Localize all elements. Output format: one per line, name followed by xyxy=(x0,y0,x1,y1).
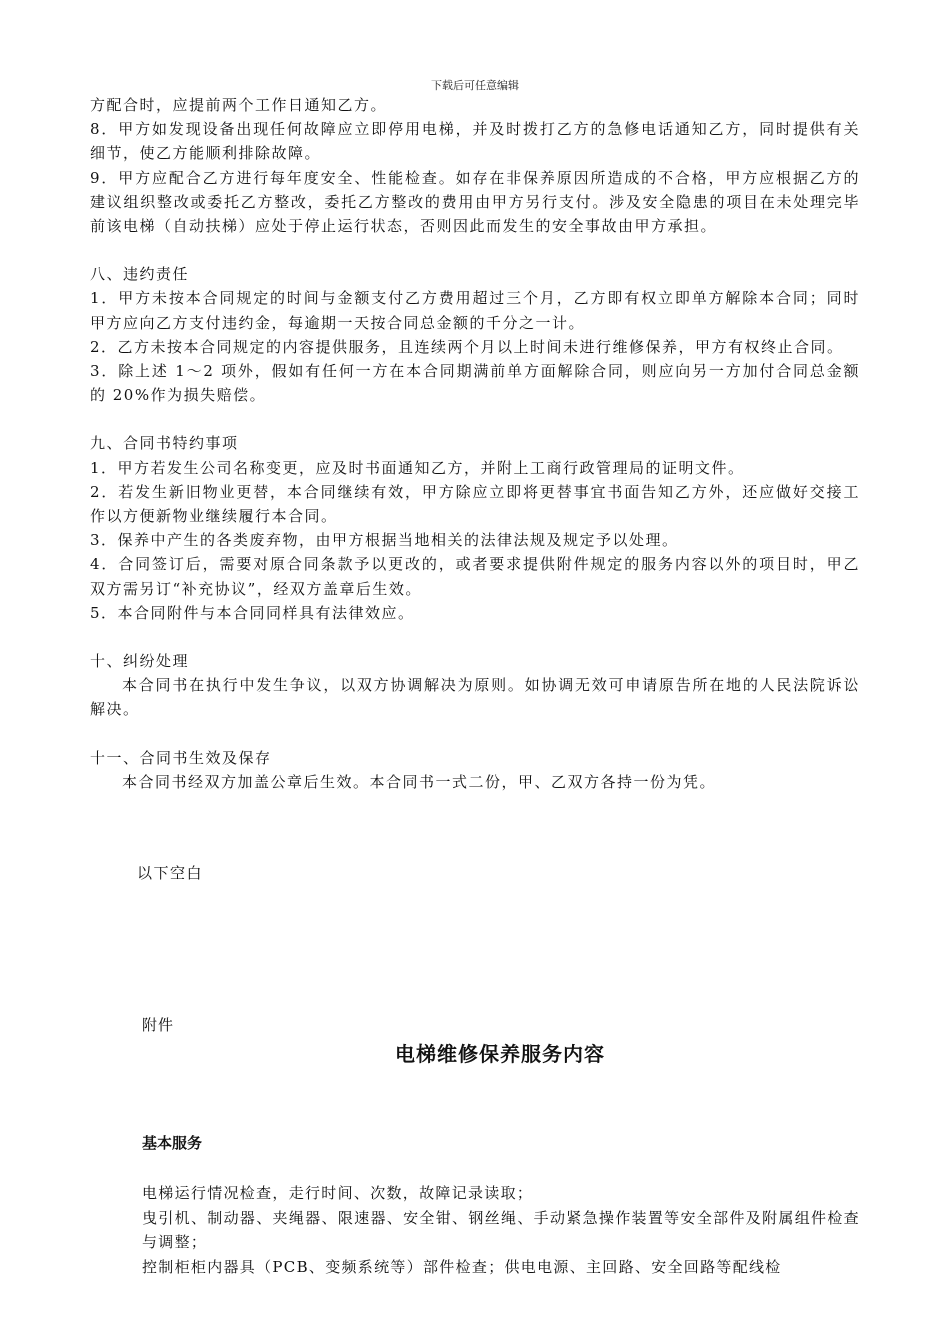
spacer xyxy=(90,407,860,431)
clause-7-9: 9．甲方应配合乙方进行每年度安全、性能检查。如存在非保养原因所造成的不合格，甲方应根据乙方的建议组织整改或委托乙方整改，委托乙方整改的费用由甲方另行支付。涉及安全隐患的项目在未处理完毕前该电梯（自动扶梯）应处于停止运行状态，否则因此而发生的安全事故由甲方承担。 xyxy=(90,168,860,236)
spacer xyxy=(90,238,860,262)
spacer xyxy=(90,722,860,746)
clause-8-2: 2．乙方未按本合同规定的内容提供服务，且连续两个月以上时间未进行维修保养，甲方有权终止合同。 xyxy=(90,337,844,356)
appendix-item: 电梯运行情况检查，走行时间、次数，故障记录读取； xyxy=(142,1184,534,1202)
clause-9-1: 1．甲方若发生公司名称变更，应及时书面通知乙方，并附上工商行政管理局的证明文件。 xyxy=(90,458,745,477)
section-heading-effect: 十一、合同书生效及保存 xyxy=(90,748,272,767)
section-heading-special-terms: 九、合同书特约事项 xyxy=(90,434,239,453)
appendix-item: 控制柜柜内器具（PCB、变频系统等）部件检查；供电电源、主回路、安全回路等配线检 xyxy=(142,1257,782,1276)
clause-9-4: 4．合同签订后，需要对原合同条款予以更改的，或者要求提供附件规定的服务内容以外的项目时，甲乙双方需另订“补充协议”，经双方盖章后生效。 xyxy=(90,555,860,598)
header-note: 下载后可任意编辑 xyxy=(431,79,519,92)
appendix-section-heading: 基本服务 xyxy=(142,1134,203,1152)
contract-body xyxy=(90,93,860,794)
clause-11-body: 本合同书经双方加盖公章后生效。本合同书一式二份，甲、乙双方各持一份为凭。 xyxy=(122,772,717,791)
clause-8-1: 1．甲方未按本合同规定的时间与金额支付乙方费用超过三个月，乙方即有权立即单方解除本合同；同时甲方应向乙方支付违约金，每逾期一天按合同总金额的千分之一计。 xyxy=(90,289,860,332)
blank-note: 以下空白 xyxy=(137,864,204,882)
clause-9-5: 5．本合同附件与本合同同样具有法律效应。 xyxy=(90,603,415,622)
clause-9-2: 2．若发生新旧物业更替，本合同继续有效，甲方除应立即将更替事宜书面告知乙方外，还应做好交接工作以方便新物业继续履行本合同。 xyxy=(90,482,860,526)
clause-7-8: 8．甲方如发现设备出现任何故障应立即停用电梯，并及时拨打乙方的急修电话通知乙方，同时提供有关细节，使乙方能顺利排除故障。 xyxy=(90,120,860,163)
paragraph: 方配合时，应提前两个工作日通知乙方。 xyxy=(90,96,388,114)
appendix-item: 曳引机、制动器、夹绳器、限速器、安全钳、钢丝绳、手动紧急操作装置等安全部件及附属组件检查与调整； xyxy=(142,1208,860,1251)
spacer xyxy=(90,625,860,649)
section-heading-disputes: 十、纠纷处理 xyxy=(90,652,190,671)
appendix-body xyxy=(142,1181,860,1279)
clause-9-3: 3．保养中产生的各类废弃物，由甲方根据当地相关的法律法规及规定予以处理。 xyxy=(90,531,679,550)
clause-8-3: 3．除上述 1～2 项外，假如有任何一方在本合同期满前单方面解除合同，则应向另一方加付合同总金额的 20%作为损失赔偿。 xyxy=(90,362,860,405)
clause-10-body: 本合同书在执行中发生争议，以双方协调解决为原则。如协调无效可申请原告所在地的人民法院诉讼解决。 xyxy=(90,676,860,719)
section-heading-breach: 八、违约责任 xyxy=(90,265,190,284)
appendix-title: 电梯维修保养服务内容 xyxy=(395,1042,605,1066)
appendix-label: 附件 xyxy=(142,1016,175,1034)
